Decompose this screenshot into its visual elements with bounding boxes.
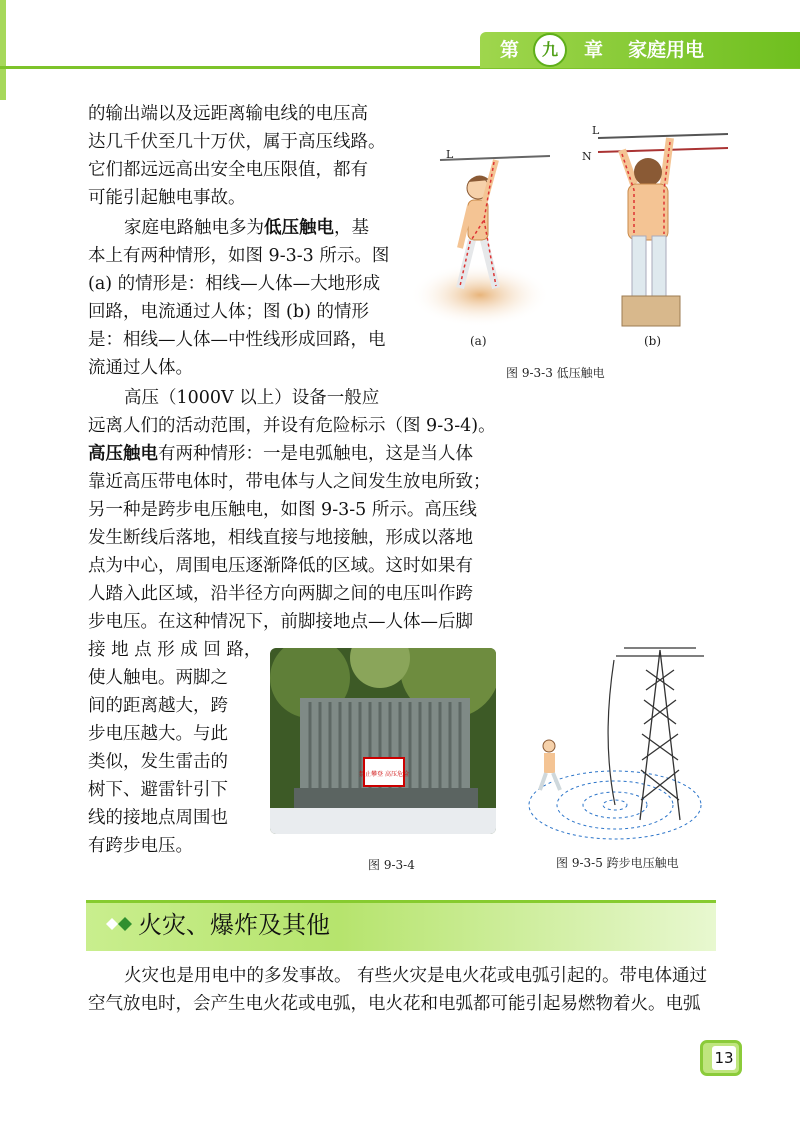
chapter-label-right: 章 bbox=[584, 39, 604, 61]
body-line: 接 地 点 形 成 回 路， bbox=[88, 640, 262, 660]
figure-caption: 图 9-3-4 bbox=[368, 858, 415, 872]
pylon-step-voltage-illustration bbox=[520, 640, 710, 840]
figure-caption: 图 9-3-5 跨步电压触电 bbox=[556, 856, 679, 870]
wire-label-n: N bbox=[582, 150, 592, 163]
danger-sign: 禁止攀登 高压危险 bbox=[359, 771, 409, 778]
figure-9-3-4-transformer-photo bbox=[270, 648, 496, 834]
body-text: 有两种情形：一是电弧触电，这是当人体 bbox=[158, 444, 473, 464]
transformer-photo bbox=[270, 648, 496, 834]
body-line: 人踏入此区域，沿半径方向两脚之间的电压叫作跨 bbox=[88, 584, 473, 604]
figure-9-3-3b bbox=[578, 124, 728, 330]
body-line: 发生断线后落地，相线直接与地接触，形成以落地 bbox=[88, 528, 473, 548]
figure-9-3-5-step-voltage bbox=[520, 640, 710, 840]
body-line: 本上有两种情形，如图 9-3-3 所示。图 bbox=[88, 246, 390, 266]
body-line: (a) 的情形是：相线—人体—大地形成 bbox=[88, 274, 381, 294]
body-line: 树下、避雷针引下 bbox=[88, 780, 228, 800]
body-line: 点为中心，周围电压逐渐降低的区域。这时如果有 bbox=[88, 556, 473, 576]
section-title: 火灾、爆炸及其他 bbox=[138, 911, 330, 939]
body-text: ，基 bbox=[334, 218, 369, 238]
body-line: 的输出端以及远距离输电线的电压高 bbox=[88, 104, 368, 124]
page-number: 13 bbox=[712, 1046, 736, 1070]
body-line bbox=[124, 214, 369, 242]
body-line: 可能引起触电事故。 bbox=[88, 188, 246, 208]
body-line: 类似，发生雷击的 bbox=[88, 752, 228, 772]
body-line: 高压（1000V 以上）设备一般应 bbox=[124, 388, 380, 408]
body-line: 有跨步电压。 bbox=[88, 836, 193, 856]
figure-9-3-3a bbox=[410, 130, 550, 330]
body-line: 是：相线—人体—中性线形成回路，电 bbox=[88, 330, 386, 350]
body-line: 火灾也是用电中的多发事故。 有些火灾是电火花或电弧引起的。带电体通过 bbox=[124, 966, 708, 986]
chapter-title: 家庭用电 bbox=[628, 39, 705, 61]
body-line: 回路，电流通过人体；图 (b) 的情形 bbox=[88, 302, 369, 322]
figure-sublabel-a: (a) bbox=[470, 334, 487, 348]
person-on-ground-illustration bbox=[410, 130, 550, 330]
body-line: 远离人们的活动范围，并设有危险标示（图 9-3-4)。 bbox=[88, 416, 496, 436]
body-line: 它们都远远高出安全电压限值，都有 bbox=[88, 160, 368, 180]
wire-label-l: L bbox=[446, 148, 454, 161]
person-on-stool-illustration bbox=[578, 124, 728, 330]
body-line: 间的距离越大，跨 bbox=[88, 696, 228, 716]
body-text: 家庭电路触电多为 bbox=[124, 218, 264, 238]
term-high-voltage-shock: 高压触电 bbox=[88, 444, 158, 464]
body-line: 空气放电时，会产生电火花或电弧，电火花和电弧都可能引起易燃物着火。电弧 bbox=[88, 994, 701, 1014]
wire-label-l: L bbox=[592, 124, 600, 137]
header-left-rule bbox=[0, 0, 6, 100]
body-line bbox=[88, 440, 473, 468]
figure-caption: 图 9-3-3 低压触电 bbox=[506, 366, 605, 380]
term-low-voltage-shock: 低压触电 bbox=[264, 218, 334, 238]
body-line: 步电压。在这种情况下，前脚接地点—人体—后脚 bbox=[88, 612, 473, 632]
body-line: 步电压越大。与此 bbox=[88, 724, 228, 744]
body-line: 另一种是跨步电压触电，如图 9-3-5 所示。高压线 bbox=[88, 500, 477, 520]
body-line: 达几千伏至几十万伏，属于高压线路。 bbox=[88, 132, 386, 152]
body-line: 靠近高压带电体时，带电体与人之间发生放电所致； bbox=[88, 472, 491, 492]
diamond-bullet-icon bbox=[100, 914, 134, 938]
body-line: 使人触电。两脚之 bbox=[88, 668, 228, 688]
body-line: 流通过人体。 bbox=[88, 358, 193, 378]
body-line: 线的接地点周围也 bbox=[88, 808, 228, 828]
chapter-label-left: 第 bbox=[500, 39, 520, 61]
chapter-number-badge: 九 bbox=[533, 33, 567, 67]
figure-sublabel-b: (b) bbox=[644, 334, 662, 348]
